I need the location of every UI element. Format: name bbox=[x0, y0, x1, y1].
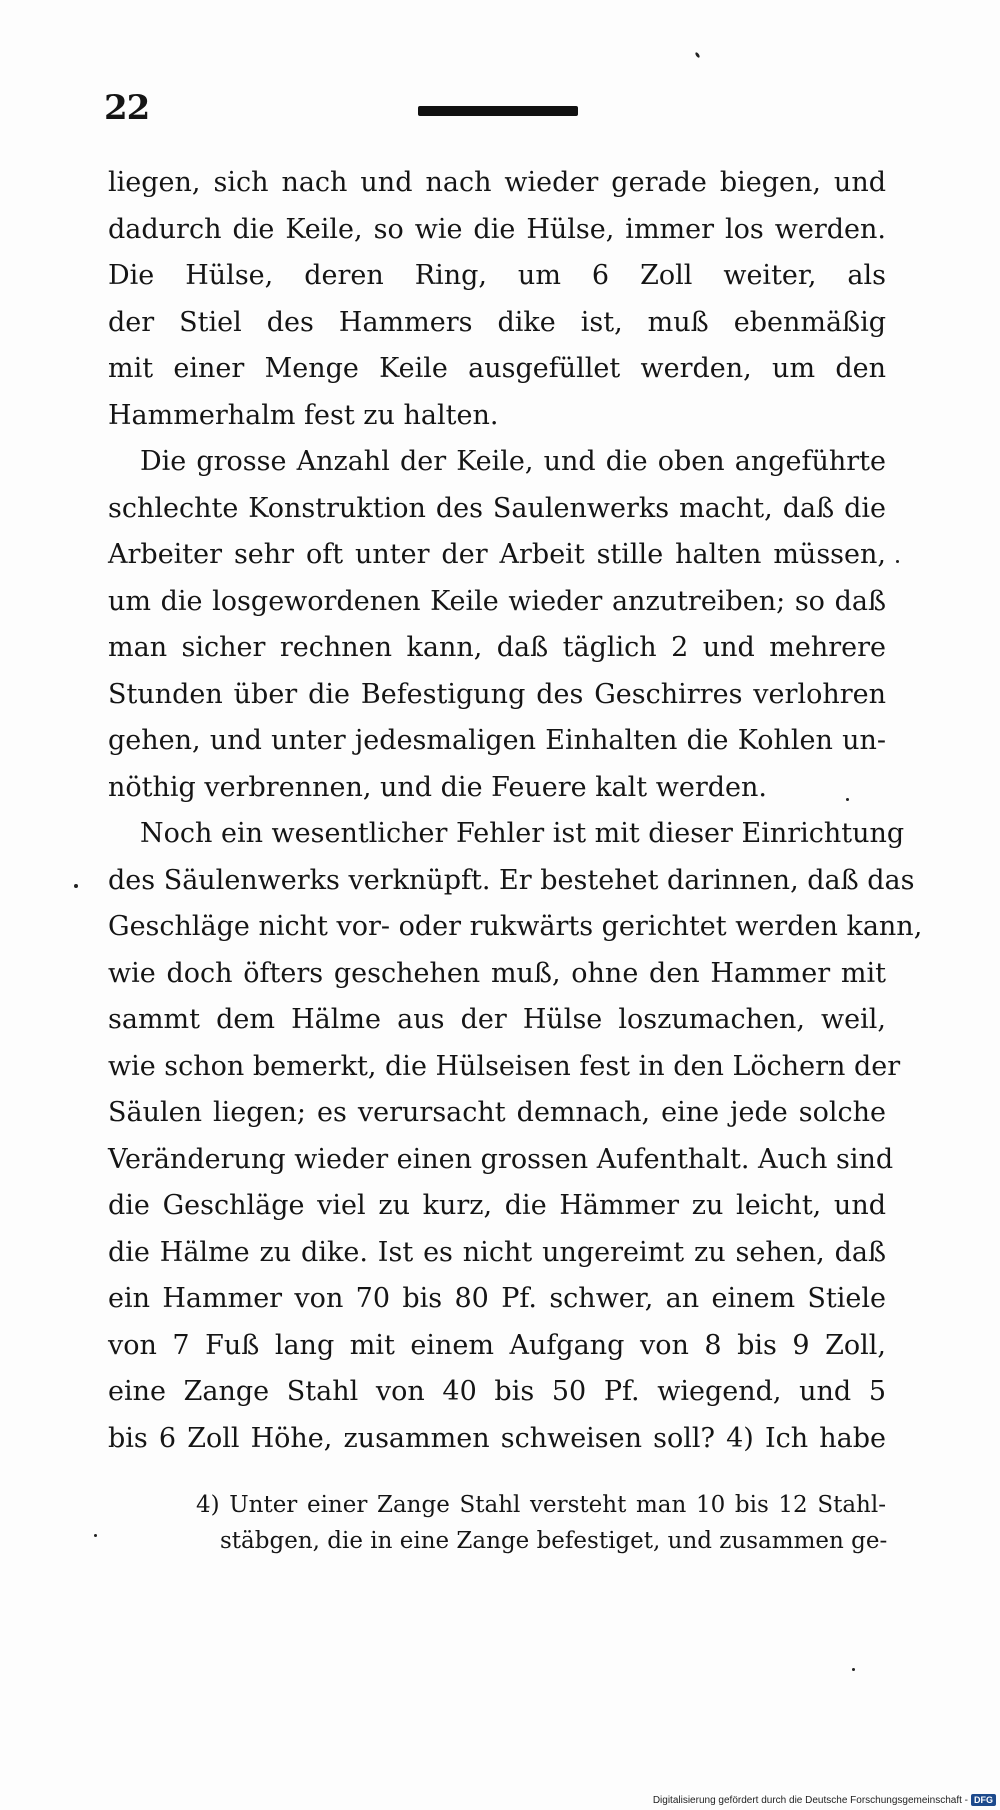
text-line: nöthig verbrennen, und die Feuere kalt werden. bbox=[108, 771, 767, 803]
text-line: mit einer Menge Keile ausgefüllet werden, um den bbox=[108, 353, 886, 384]
text-line: von 7 Fuß lang mit einem Aufgang von 8 bis 9 Zoll, bbox=[108, 1329, 886, 1361]
text-line: schlechte Konstruktion des Saulenwerks macht, daß die bbox=[108, 492, 886, 524]
body-text bbox=[108, 160, 923, 1462]
scan-speck bbox=[74, 884, 78, 888]
paragraph-start-line: Noch ein wesentlicher Fehler ist mit dieser Einrichtung bbox=[140, 818, 905, 849]
scan-speck bbox=[94, 1534, 97, 1537]
text-line: dadurch die Keile, so wie die Hülse, immer los werden. bbox=[108, 213, 886, 245]
text-line: eine Zange Stahl von 40 bis 50 Pf. wiegend, und 5 bbox=[108, 1376, 886, 1407]
dfg-logo: DFG bbox=[971, 1794, 996, 1806]
header-rule bbox=[418, 106, 578, 116]
scan-speck bbox=[896, 560, 899, 563]
paragraph-start-line: Die grosse Anzahl der Keile, und die oben angeführte bbox=[140, 446, 886, 477]
credit-text: Digitalisierung gefördert durch die Deutsche Forschungsgemeinschaft - bbox=[652, 1794, 968, 1806]
text-line: liegen, sich nach und nach wieder gerade biegen, und bbox=[108, 167, 886, 198]
scan-speck bbox=[846, 798, 849, 801]
text-line: Die Hülse, deren Ring, um 6 Zoll weiter, als bbox=[108, 260, 886, 291]
text-line: die Hälme zu dike. Ist es nicht ungereimt zu sehen, daß bbox=[108, 1236, 886, 1268]
text-line: die Geschläge viel zu kurz, die Hämmer zu leicht, und bbox=[108, 1190, 886, 1221]
footnote-line: 4) Unter einer Zange Stahl versteht man 10 bis 12 Stahl- bbox=[196, 1492, 886, 1518]
text-line: Veränderung wieder einen grossen Aufenthalt. Auch sind bbox=[108, 1143, 894, 1175]
digitization-credit bbox=[653, 1792, 996, 1808]
text-line: Stunden über die Befestigung des Geschirres verlohren bbox=[108, 678, 886, 710]
text-line: man sicher rechnen kann, daß täglich 2 und mehrere bbox=[108, 632, 886, 663]
text-line: Geschläge nicht vor- oder rukwärts gerichtet werden kann, bbox=[108, 911, 923, 942]
text-line: Säulen liegen; es verursacht demnach, eine jede solche bbox=[108, 1097, 886, 1128]
text-line: der Stiel des Hammers dike ist, muß ebenmäßig bbox=[108, 306, 886, 338]
text-line: ein Hammer von 70 bis 80 Pf. schwer, an einem Stiele bbox=[108, 1283, 886, 1314]
text-line: bis 6 Zoll Höhe, zusammen schweisen soll? 4) Ich habe bbox=[108, 1422, 886, 1454]
text-line: wie schon bemerkt, die Hülseisen fest in den Löchern der bbox=[108, 1050, 901, 1082]
text-line: um die losgewordenen Keile wieder anzutreiben; so daß bbox=[108, 585, 886, 617]
footnote-line: stäbgen, die in eine Zange befestiget, und zusammen ge- bbox=[220, 1528, 888, 1554]
text-line: Arbeiter sehr oft unter der Arbeit stille halten müssen, bbox=[108, 539, 886, 570]
text-line: des Säulenwerks verknüpft. Er bestehet darinnen, daß das bbox=[108, 864, 915, 896]
text-line: sammt dem Hälme aus der Hülse loszumachen, weil, bbox=[108, 1004, 886, 1035]
scan-speck bbox=[852, 1668, 855, 1671]
text-line: wie doch öfters geschehen muß, ohne den Hammer mit bbox=[108, 957, 886, 989]
scan-speck bbox=[695, 52, 701, 59]
page-number: 22 bbox=[104, 88, 150, 128]
text-line: Hammerhalm fest zu halten. bbox=[108, 399, 499, 431]
text-line: gehen, und unter jedesmaligen Einhalten die Kohlen un- bbox=[108, 725, 886, 756]
footnote bbox=[196, 1487, 886, 1559]
